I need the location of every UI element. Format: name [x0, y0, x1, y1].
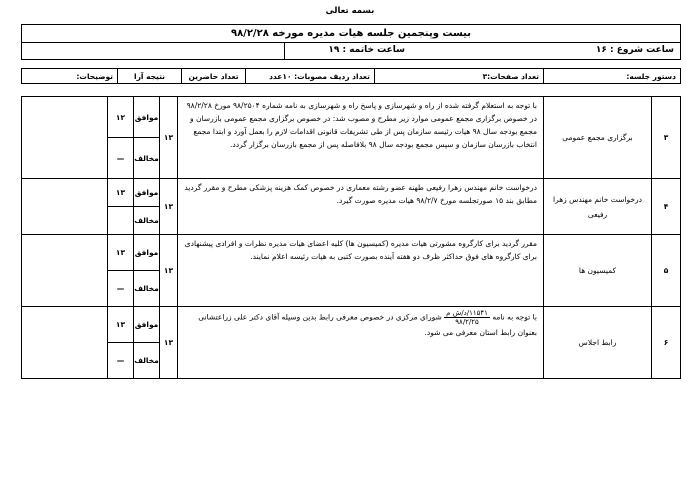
notes-header: توضیحات: — [22, 69, 118, 84]
agree-count: ۱۳ — [108, 179, 134, 207]
attendees-count: ۱۳ — [160, 307, 178, 379]
resolutions-table — [21, 96, 681, 379]
agree-count: ۱۳ — [108, 307, 134, 343]
vote-result-header: نتیجه آرا — [118, 69, 182, 84]
row-number: ۳ — [652, 97, 681, 179]
fraction-top: ۱۱۵۴۱/د/ش م — [446, 309, 488, 317]
notes-cell — [22, 179, 108, 235]
body-prefix: با توجه به نامه — [492, 312, 537, 322]
attendees-count: ۱۳ — [160, 179, 178, 235]
disagree-label: مخالف — [134, 138, 160, 179]
disagree-count — [108, 207, 134, 235]
agenda-label: دستور جلسه: — [544, 69, 681, 84]
table-row — [22, 235, 681, 271]
row-number: ۵ — [652, 235, 681, 307]
table-row — [22, 307, 681, 343]
meeting-title: بیست وپنجمین جلسه هیات مدیره مورخه ۹۸/۲/۲۸ — [22, 25, 680, 43]
table-row — [22, 97, 681, 138]
row-body: با توجه به استعلام گرفته شده از راه و شهرسازی و پاسخ راه و شهرسازی به نامه شماره ۹۸/۲۵۰۴ مورخ ۹۸/۲/۲۸ در خصوص برگزاری مجمع عمومی موارد زیر مطرح و مصوب شد: در خصوص برگزاری مجمع عمومی بازرسان و مجمع بودجه سال ۹۸ هیات رئیسه سازمان پس از طی تشریفات قانونی اقدامات لازم را بعمل آورد و ابتدا مجمع انتخاب بازرسان سازمان و سپس مجمع بودجه سال ۹۸ بلافاصله پس از مجمع بازرسان برگزار گردد. — [178, 97, 544, 179]
row-topic: کمیسیون ها — [544, 235, 652, 307]
notes-cell — [22, 235, 108, 307]
end-time: ساعت خاتمه : ۱۹ — [328, 45, 405, 55]
attendees-count: ۱۳ — [160, 235, 178, 307]
notes-cell — [22, 97, 108, 179]
disagree-label: مخالف — [134, 343, 160, 379]
disagree-label: مخالف — [134, 271, 160, 307]
agree-label: موافق — [134, 179, 160, 207]
row-topic: برگزاری مجمع عمومی — [544, 97, 652, 179]
body-after: شورای مرکزی در خصوص معرفی رابط بدین وسیله آقای دکتر علی زراعتشانی بعنوان رابط استان معرفی می شود. — [198, 312, 537, 337]
start-time: ساعت شروع : ۱۶ — [595, 45, 674, 55]
disagree-count: — — [108, 138, 134, 179]
attendees-count: ۱۳ — [160, 97, 178, 179]
pages-count: تعداد صفحات:۳ — [375, 69, 544, 84]
agree-label: موافق — [134, 307, 160, 343]
resolutions-count: تعداد ردیف مصوبات: ۱۰عدد — [246, 69, 375, 84]
agree-label: موافق — [134, 235, 160, 271]
fraction-bottom: ۹۸/۲/۲۵ — [455, 318, 479, 326]
row-body: مقرر گردید برای کارگروه مشورتی هیات مدیره (کمیسیون ها) کلیه اعضای هیات مدیره نظرات و افرادی پیشنهادی برای کارگروه های فوق حداکثر ظرف دو هفته آینده بصورت کتبی به هیات رئیسه اعلام نمایند. — [178, 235, 544, 307]
agree-label: موافق — [134, 97, 160, 138]
info-row-table — [21, 68, 681, 84]
disagree-count: — — [108, 343, 134, 379]
letter-number-fraction — [444, 309, 490, 326]
notes-cell — [22, 307, 108, 379]
row-topic: رابط اجلاس — [544, 307, 652, 379]
agree-count: ۱۲ — [108, 97, 134, 138]
title-box — [21, 24, 681, 60]
table-row — [22, 179, 681, 207]
row-body: درخواست خانم مهندس زهرا رفیعی طهنه عضو رشته معماری در خصوص کمک هزینه پزشکی مطرح و مقرر گردید مطابق بند ۱۵ صورتجلسه مورخ ۹۸/۲/۷ هیات مدیره صورت گیرد. — [178, 179, 544, 235]
row-number: ۴ — [652, 179, 681, 235]
row-body — [178, 307, 544, 379]
disagree-count: — — [108, 271, 134, 307]
disagree-label: مخالف — [134, 207, 160, 235]
bismillah-heading: بسمه تعالی — [325, 6, 375, 16]
attendees-header: تعداد حاضرین — [182, 69, 246, 84]
agree-count: ۱۳ — [108, 235, 134, 271]
row-number: ۶ — [652, 307, 681, 379]
row-topic: درخواست خانم مهندس زهرا رفیعی — [544, 179, 652, 235]
